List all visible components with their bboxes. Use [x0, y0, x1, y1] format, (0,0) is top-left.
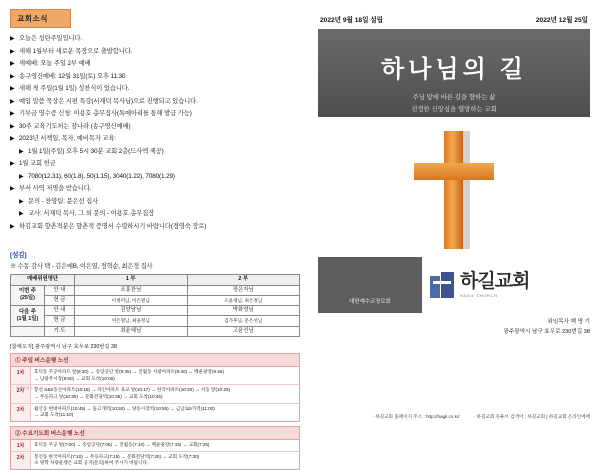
church-brand: [422, 257, 590, 313]
week-cell: [11, 306, 45, 327]
church-logo-icon: [430, 272, 454, 298]
cross-shadow: [463, 131, 470, 249]
bus-route-body: [31, 452, 299, 469]
list-item-label: 기부금 영수증 신청: 이용호 총무집사(톡메아리를 통해 발급 가능): [19, 110, 192, 118]
bus-route-row: [11, 385, 299, 403]
list-item: [10, 146, 310, 159]
hero-title: 하나님의 길: [381, 57, 527, 83]
week-cell: [11, 285, 45, 306]
list-item: [10, 33, 310, 46]
cross-vertical-beam: [444, 131, 463, 249]
list-item: [10, 121, 310, 134]
table-cell: 조홍찬님: [75, 285, 188, 295]
list-item-label: 오늘은 성탄주일입니다.: [19, 35, 83, 42]
bullet-icon: ▶: [10, 186, 15, 193]
bullet-icon: ▶: [10, 86, 15, 93]
founding-date: 2022년 9월 18일 설립: [320, 17, 384, 24]
role-label: 기 도: [45, 326, 75, 336]
week-label: 다음 주: [18, 308, 37, 315]
bus-route-line: 봉선 S&S동산아파트(10:15) → 라인아파트 육교 앞(10:17) → 한국아파트(10:20) → 서동 앞(10:25): [34, 387, 231, 393]
list-item: [10, 183, 310, 196]
bullet-icon: ▶: [10, 111, 15, 118]
role-label: 헌 금: [45, 316, 75, 326]
table-cell: 이정미님, 이은열님: [75, 295, 188, 305]
table-cell: 고윤선님: [187, 326, 300, 336]
hero-subtitle-line2: 진정한 신앙심을 열망하는 교회: [411, 105, 497, 113]
table-row: [11, 326, 300, 336]
bus-route-body: [31, 385, 299, 402]
list-item: [10, 71, 310, 84]
column-header: 1 부: [75, 275, 188, 285]
table-cell: 박화영님: [187, 306, 300, 316]
table-row: [11, 306, 300, 316]
footer-youtube[interactable]: · 하길교회 유튜브 검색어 : 하길교회 | 하길교회 온라인예배: [473, 414, 590, 419]
news-list: [10, 33, 310, 233]
corner-note: 하김교회 주보: [16, 386, 37, 390]
list-item: [10, 221, 310, 234]
brand-bar: [318, 257, 590, 313]
list-item: [10, 196, 310, 209]
column-header: 예배위원명단: [11, 275, 75, 285]
bus-section-title: [11, 354, 299, 367]
list-item-label: 2023년 서책일, 목자, 예비목자 교육:: [19, 135, 116, 143]
list-item: [10, 108, 310, 121]
footer-website[interactable]: · 하길교회 홈페이지 주소 : http://hagil.co.kr/: [372, 414, 460, 419]
list-item: [10, 96, 310, 109]
table-cell: 김양남님: [75, 306, 188, 316]
list-item-label: 30주 교육기도처는 잠나라 (송구영신예배): [19, 122, 131, 130]
role-label: 안 내: [45, 285, 75, 295]
church-name: 하길교회: [460, 271, 530, 292]
bus-schedule-wednesday: [10, 426, 300, 470]
bullet-icon: ▶: [10, 223, 15, 230]
bullet-icon: ▶: [19, 148, 24, 155]
table-cell: 이은열님, 최윤정님: [75, 316, 188, 326]
address-line: 광주광역시 남구 효우로 230번길 38: [503, 328, 590, 335]
bus-route-row: [11, 452, 299, 469]
bus-route-line: → 무등파크 앞(10:30) → 문화전당역(10:35) → 교회 도착(10:45): [34, 394, 163, 399]
bus-route-tag: 3차: [11, 404, 31, 421]
bullet-icon: ▶: [10, 48, 15, 55]
serving-heading: [섬김]: [10, 252, 27, 260]
table-cell: 장은자님: [187, 285, 300, 295]
hero-subtitle-line1: 주님 앞에 바른 길을 향하는 삶: [412, 94, 496, 101]
bullet-icon: ▶: [10, 136, 15, 143]
news-section-title: 교회소식: [10, 9, 71, 28]
bus-route-line: 효덕동 주공 앞(7:00) → 송암공단(7:05) → 진월동(7:10) → 백운광장(7:15) → 교회(7:25): [34, 441, 210, 447]
bus-route-body: [31, 367, 299, 384]
list-item-label: 문의 - 찬양팀: 문은선 집사: [28, 197, 99, 205]
bullet-icon: ▶: [19, 198, 24, 205]
role-label: 헌 금: [45, 295, 75, 305]
list-item: [10, 58, 310, 71]
bullet-icon: ▶: [19, 173, 24, 180]
list-item: [10, 83, 310, 96]
list-item-label: 송구영신예배: 12월 31일(토) 오후 11:30: [19, 72, 126, 80]
hero-subtitle: [318, 92, 590, 116]
week-label: 이번 주: [18, 288, 37, 295]
bullet-icon: ▶: [10, 98, 15, 105]
table-cell: 오윤정님, 최은정님: [187, 295, 300, 305]
pastor-line: 위임목사 백 명 기: [547, 319, 590, 325]
bus-route-line: 월산동 현대아파트(10:45) → 돌고개역(10:50) → 양동시장역(10:55) → 금남로5가역(11:00): [34, 405, 215, 411]
list-item: [10, 133, 310, 146]
list-item-label: 하김교회 향촌적분은 향촌적 증명서 수령하시기 바랍니다(정영숙 장로): [19, 222, 207, 230]
cross-illustration: [318, 123, 590, 253]
table-cell: 최윤혜님: [75, 326, 188, 336]
cross-horizontal-beam: [414, 163, 494, 180]
bus-route-tag: 1차: [11, 440, 31, 451]
bullet-icon: ▶: [10, 161, 15, 168]
bus-route-line: → 교회 도착(11:10): [34, 412, 74, 418]
list-item-label: 새예배: 오늘 주일 2부 예배: [19, 60, 91, 68]
list-item: [10, 208, 310, 221]
bus-route-row: [11, 440, 299, 452]
table-cell: 김가후님, 문은선님: [187, 316, 300, 326]
bus-route-tag: 1차: [11, 367, 31, 384]
list-item-label: 새해 1월부터 새로운 목장으로 출발합니다.: [19, 47, 133, 55]
bullet-icon: ▶: [19, 211, 24, 218]
denomination-label: 대한예수교장로회: [318, 257, 422, 313]
bus-section-label: 수요기도회 버스운행 노선: [22, 430, 85, 437]
bus-route-row: [11, 367, 299, 385]
list-item: [10, 46, 310, 59]
bullet-icon: ▶: [10, 123, 15, 130]
issue-date: 2022년 12월 25일: [535, 17, 588, 24]
list-item-label: 1월 1일(주일) 오후 5시 30분 교회 2층(드사액 제공): [28, 147, 164, 155]
list-item-label: 새해 첫 주일(1월 1일) 성찬식이 있습니다.: [19, 85, 130, 93]
bus-route-body: [31, 440, 299, 451]
role-label: 안 내: [45, 306, 75, 316]
hero-banner: [318, 29, 590, 117]
bullet-icon: ▶: [10, 61, 15, 68]
list-item-label: 7080(12.31), 60(1.8), 50(1.15), 3040(1.22), 7080(1.29): [28, 172, 175, 180]
week-sub-label: (25일): [20, 295, 35, 302]
column-header: 2 부: [187, 275, 300, 285]
table-row: [11, 316, 300, 326]
bus-route-tag: 2차: [11, 452, 31, 469]
bus-section-label: 주일 버스운행 노선: [22, 358, 69, 365]
left-column: [10, 8, 310, 466]
list-item-label: 예입 말씀 묵상은 시편 특강(서재덕 목사님)으로 진행되고 있습니다.: [19, 97, 198, 105]
bus-section-title: [11, 427, 299, 440]
bus-schedule-sunday: [10, 353, 300, 422]
table-header-row: [11, 275, 300, 285]
table-row: [11, 285, 300, 295]
bullet-icon: ▶: [10, 73, 15, 80]
bus-route-line: → 남광주시장(9:50) → 교회 도착(10:00): [34, 375, 115, 381]
list-item: [10, 158, 310, 171]
week-sub-label: (1월 1일): [16, 315, 39, 322]
bus-route-line: 봉선동 한국아파트(7:10) → 무등파크(7:15) → 문화전당역(7:20) → 교회 도착(7:30): [34, 453, 200, 459]
church-name-en: HAGIL CHURCH: [460, 293, 498, 298]
badge-icon: ②: [15, 430, 21, 437]
list-item-label: 부서 사역 저명을 받습니다.: [19, 185, 92, 193]
bus-route-tag: 2차: [11, 385, 31, 402]
bullet-icon: ▶: [10, 36, 15, 42]
bus-route-line: 효덕동 주공아파트 앞(9:30) → 송암공단 앞(9:35) → 진월동 서광아파트(9:40) → 백운광장(9:45): [34, 369, 224, 375]
table-row: [11, 295, 300, 305]
page-footer: [10, 414, 590, 420]
list-item-label: 교사: 서재덕 목사, 그 외 문의 - 이용호 총무집장: [28, 210, 155, 218]
week-cell: [11, 326, 45, 336]
list-item-label: 1월 교회 헌금: [19, 160, 56, 168]
right-column: [318, 14, 590, 337]
serving-subtext: ※ 수동 감사 택 - 김은애B, 이은열, 정혁순, 최은정 집사: [10, 263, 153, 271]
list-item: [10, 171, 310, 184]
issue-header: [318, 14, 590, 29]
bus-route-line: ※ 방학 차량운행은 교회 공지(문의)하여 주시기 바랍니다.: [34, 460, 149, 466]
duty-roster-table: [10, 274, 300, 337]
badge-icon: ①: [15, 358, 21, 365]
bus-address-note: [참예오지] 광주광역시 남구 효우로 230번길 38: [10, 344, 117, 351]
church-contact: [318, 318, 590, 337]
